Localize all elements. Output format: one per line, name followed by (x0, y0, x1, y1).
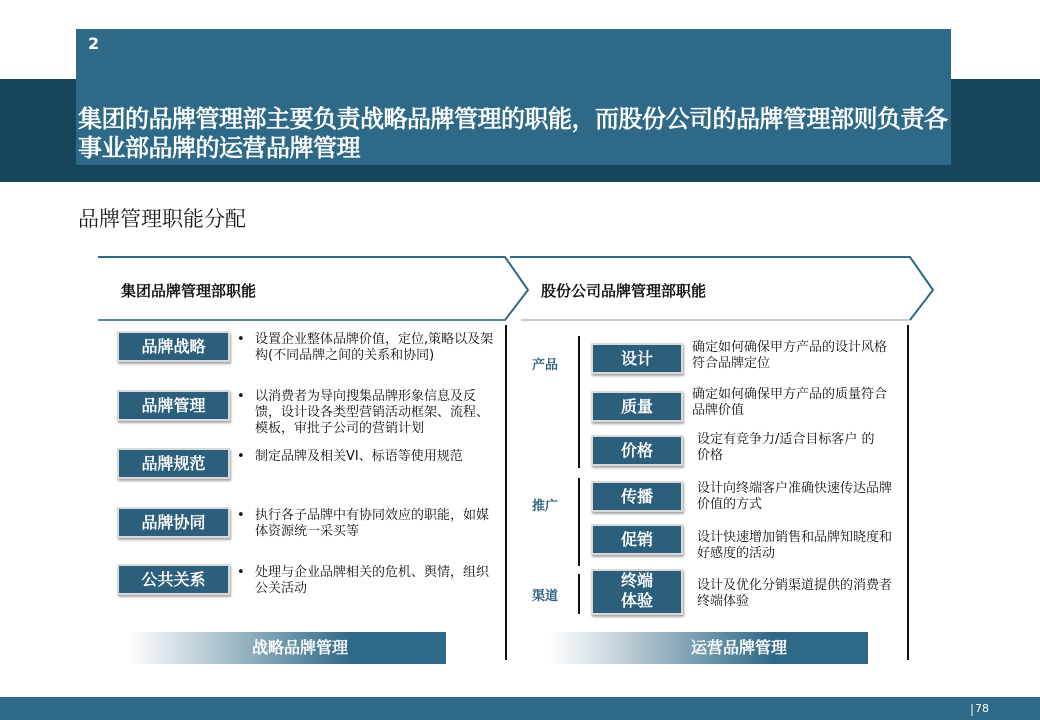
footer-band (0, 697, 1040, 720)
category-channel: 渠道 (532, 589, 559, 604)
left-footer-bar (128, 632, 446, 664)
desc-text: 制定品牌及相关VI、标语等使用规范 (255, 449, 463, 464)
desc-brand-standards (237, 449, 497, 465)
bullet-dot: • (237, 449, 245, 464)
bullet-dot: • (237, 565, 245, 580)
slide-title: 集团的品牌管理部主要负责战略品牌管理的职能，而股份公司的品牌管理部则负责各事业部品牌的运营品牌管理 (78, 105, 948, 162)
desc-brand-management (237, 389, 497, 437)
category-promotion: 推广 (532, 499, 559, 514)
bullet-dot: • (237, 332, 245, 347)
tag-brand-management: 品牌管理 (117, 390, 230, 421)
right-heading: 股份公司品牌管理部职能 (541, 282, 707, 300)
tag-terminal-experience: 终端 体验 (591, 569, 683, 615)
desc-text: 执行各子品牌中有协同效应的职能，如媒体资源统一采买等 (255, 508, 490, 539)
desc-price: 设定有竞争力/适合目标客户 的价格 (697, 432, 875, 463)
desc-text: 处理与企业品牌相关的危机、舆情，组织公关活动 (255, 565, 490, 596)
desc-text: 设置企业整体品牌价值，定位,策略以及架构(不同品牌之间的关系和协同) (255, 332, 494, 363)
bullet-dot: • (237, 508, 245, 523)
desc-design: 确定如何确保甲方产品的设计风格符合品牌定位 (692, 340, 888, 371)
left-footer-label: 战略品牌管理 (252, 638, 349, 657)
tag-brand-standards: 品牌规范 (117, 448, 230, 479)
tag-public-relations: 公共关系 (117, 564, 230, 595)
category-line-product (578, 336, 580, 468)
right-footer-bar (549, 632, 868, 664)
category-line-channel (578, 574, 580, 614)
desc-brand-strategy (237, 332, 497, 364)
right-footer-label: 运营品牌管理 (691, 638, 788, 657)
tag-communication: 传播 (591, 481, 683, 512)
category-product: 产品 (532, 358, 559, 373)
tag-brand-strategy: 品牌战略 (117, 331, 230, 362)
bullet-dot: • (237, 389, 245, 404)
tag-quality: 质量 (591, 391, 683, 422)
tag-brand-synergy: 品牌协同 (117, 507, 230, 538)
desc-public-relations (237, 565, 497, 597)
tag-design: 设计 (591, 343, 683, 374)
left-heading: 集团品牌管理部职能 (121, 282, 257, 300)
section-subtitle: 品牌管理职能分配 (78, 207, 246, 231)
tag-price: 价格 (591, 435, 683, 466)
desc-terminal-experience: 设计及优化分销渠道提供的消费者终端体验 (697, 578, 893, 609)
desc-quality: 确定如何确保甲方产品的质量符合品牌价值 (692, 387, 888, 418)
slide-number: 2 (88, 34, 100, 53)
desc-text: 以消费者为导向搜集品牌形象信息及反馈，设计设各类型营销活动框架、流程、模板，审批子公司的营销计划 (255, 389, 490, 436)
desc-communication: 设计向终端客户准确快速传达品牌价值的方式 (697, 481, 893, 512)
page-number: 78 (975, 702, 989, 715)
tag-sales-promotion: 促销 (591, 524, 683, 555)
desc-brand-synergy (237, 508, 497, 540)
category-line-promotion (578, 478, 580, 566)
desc-sales-promotion: 设计快速增加销售和品牌知晓度和好感度的活动 (697, 530, 893, 561)
